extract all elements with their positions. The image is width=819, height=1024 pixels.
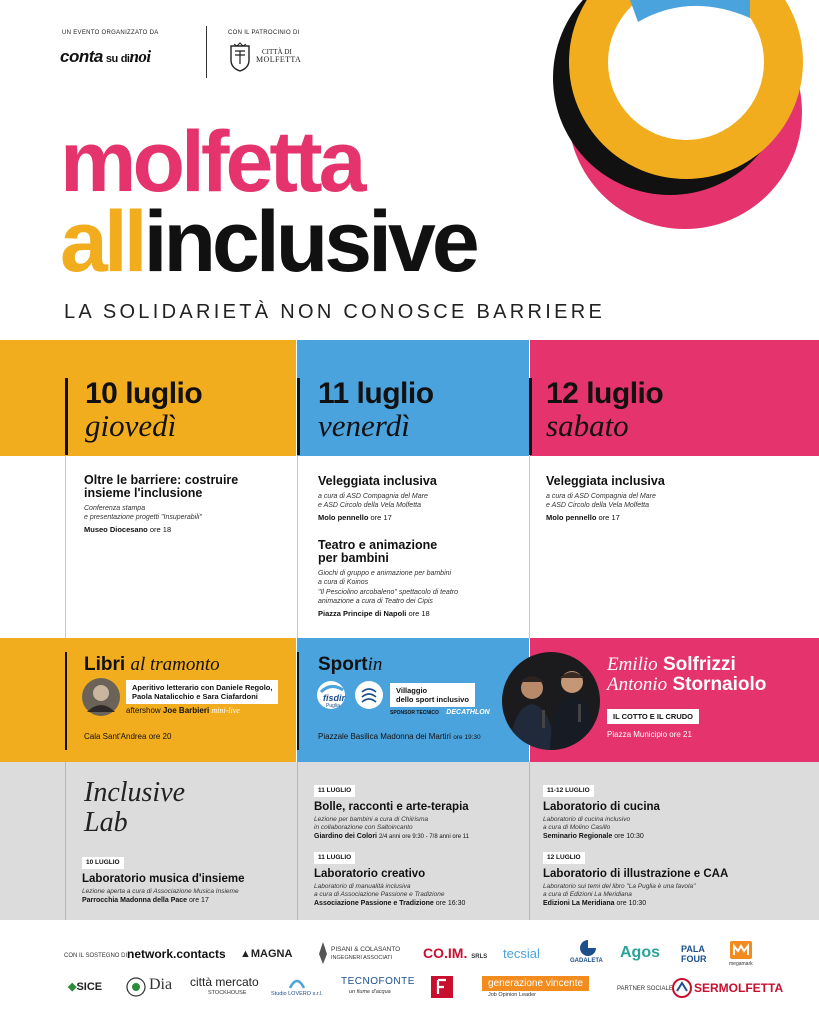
event-title-1: Teatro e animazione <box>318 538 438 552</box>
lab-desc-1: Laboratorio di manualità inclusiva <box>314 883 411 890</box>
coim-name: CO.IM. <box>423 945 468 961</box>
sponsor-coim <box>423 945 487 961</box>
event-title-2: per bambini <box>318 551 389 565</box>
sponsor-pisani-colasanto <box>331 946 400 962</box>
sponsors-label: CON IL SOSTEGNO DI <box>64 953 128 959</box>
lab-event-illustrazione <box>543 846 803 908</box>
paralympic-logo-icon <box>354 680 384 710</box>
sport-title-a: Sport <box>318 654 368 675</box>
event-desc-1: Giochi di gruppo e animazione per bambini <box>318 570 452 577</box>
lab-desc-1: Lezione per bambini a cura di Chiirisma <box>314 816 429 823</box>
lab-place: Giardino dei Colori <box>314 833 378 840</box>
featured-bar-2 <box>297 652 299 750</box>
magna-icon: ▲ <box>240 948 251 960</box>
lab-title <box>84 778 185 838</box>
event-location <box>318 609 523 618</box>
partner-label: PARTNER SOCIALE <box>617 986 673 992</box>
event-time: ore 17 <box>598 513 620 522</box>
event-title: Veleggiata inclusiva <box>546 474 665 488</box>
event-desc-2: e presentazione progetti "Insuperabili" <box>84 513 202 521</box>
lab-event-musica <box>82 851 292 905</box>
title-inclusive: inclusive <box>143 194 476 290</box>
sport-box-line2: dello sport inclusivo <box>396 695 469 704</box>
event-desc-2: e ASD Circolo della Vela Molfetta <box>318 501 421 509</box>
event-location <box>546 513 746 522</box>
event-desc-1: Conferenza stampa <box>84 505 146 512</box>
event-time: ore 18 <box>149 525 172 534</box>
libri-place: Cala Sant'Andrea <box>84 732 147 741</box>
pisani-name: PISANI & COLASANTO <box>331 946 401 953</box>
tecnofonte-name: TECNOFONTE <box>341 976 415 987</box>
sice-icon: ◆ <box>68 981 77 993</box>
sponsor-label: SPONSOR TECNICO <box>390 710 439 716</box>
day-date-2: 11 luglio <box>318 377 434 410</box>
event-desc-1: a cura di ASD Compagnia del Mare <box>546 493 656 500</box>
column-divider-3 <box>529 456 530 638</box>
ring-blue-accent <box>630 0 750 60</box>
day-bar-1 <box>65 378 68 455</box>
event-title: Oltre le barriere: costruire insieme l'inclusione <box>84 473 239 500</box>
show-location <box>607 730 692 739</box>
sponsor-generazione-vincente <box>482 976 589 998</box>
lab-divider-2 <box>297 762 298 920</box>
column-divider-2 <box>297 456 298 638</box>
lab-desc-2: a cura di Associazione Passione e Tradizione <box>314 891 445 898</box>
organizer-logo-conta: conta <box>60 47 103 66</box>
event-oltre-le-barriere <box>84 474 284 534</box>
organizer-logo-di: di <box>120 53 130 65</box>
libri-time: ore 20 <box>148 732 172 741</box>
sice-text: SICE <box>76 981 103 993</box>
sponsor-sice <box>68 980 102 993</box>
sponsor-magna <box>240 948 292 960</box>
lab-place: Associazione Passione e Tradizione <box>314 900 434 907</box>
sponsor-tecsial: tecsial <box>503 946 540 961</box>
city-line2: MOLFETTA <box>256 55 302 64</box>
lab-time: ore 10:30 <box>616 900 647 907</box>
lab-title: Laboratorio musica d'insieme <box>82 873 245 885</box>
sponsor-pala-four: PALA FOUR <box>681 944 707 964</box>
gadaleta-logo-icon <box>578 940 598 956</box>
event-desc-1: a cura di ASD Compagnia del Mare <box>318 493 428 500</box>
lab-desc-1: Laboratorio sui temi del libro "La Puglia è una favola" <box>543 883 696 890</box>
lab-desc-1: Lezione aperta a cura di Associazione Musica Insieme <box>82 888 239 895</box>
event-time: ore 18 <box>408 609 430 618</box>
lab-tag: 11 LUGLIO <box>314 852 355 864</box>
day-weekday-1: giovedì <box>85 408 177 443</box>
lab-tag: 11-12 LUGLIO <box>543 785 594 797</box>
featured-bar-1 <box>65 652 67 750</box>
sponsor-network-contacts: network.contacts <box>127 947 226 961</box>
event-veleggiata-12 <box>546 475 746 522</box>
city-line1: CITTÀ DI <box>262 48 292 56</box>
genvincente-name: generazione vincente <box>482 976 589 991</box>
organized-by-label: UN EVENTO ORGANIZZATO DA <box>62 30 159 36</box>
lab-event-bolle <box>314 779 524 842</box>
sport-box <box>390 683 475 707</box>
patronage-label: CON IL PATROCINIO DI <box>228 30 300 36</box>
lab-location <box>543 899 803 908</box>
event-time: ore 17 <box>370 513 392 522</box>
lab-tag: 11 LUGLIO <box>314 785 355 797</box>
lab-location <box>82 896 292 905</box>
lab-place: Parrocchia Madonna della Pace <box>82 897 188 904</box>
organizer-logo <box>60 47 151 67</box>
column-divider-1 <box>65 456 66 638</box>
event-desc-3: "Il Pesciolino arcobaleno" spettacolo di teatro <box>318 589 458 596</box>
megamark-logo-icon <box>730 941 752 959</box>
sport-place: Piazzale Basilica Madonna dei Martiri <box>318 732 451 741</box>
event-place: Molo pennello <box>318 513 369 522</box>
red-logo-icon <box>431 976 453 998</box>
libri-box <box>126 680 278 704</box>
lab-location <box>314 899 524 908</box>
event-place: Piazza Principe di Napoli <box>318 609 407 618</box>
sermolfetta-icon <box>672 978 692 998</box>
event-title: Veleggiata inclusiva <box>318 474 437 488</box>
event-desc-2: a cura di Koinos <box>318 578 369 586</box>
lab-event-cucina <box>543 779 793 841</box>
event-desc-4: animazione a cura di Teatro dei Cipis <box>318 597 433 605</box>
event-location <box>84 525 284 534</box>
organizer-logo-su: su <box>105 53 118 65</box>
libri-title-a: Libri <box>84 654 126 675</box>
actor-1-first: Emilio <box>607 654 658 675</box>
actor-2 <box>607 675 766 695</box>
actor-1-last: Solfrizzi <box>662 654 736 675</box>
aftershow-label: aftershow <box>126 706 161 715</box>
lab-divider-1 <box>65 762 66 920</box>
actor-2-first: Antonio <box>607 674 668 695</box>
fisdir-sub: Puglia <box>326 703 340 709</box>
sport-title <box>318 655 382 675</box>
sport-time: ore 19:30 <box>453 734 481 741</box>
header-divider <box>206 26 207 78</box>
lab-tag: 12 LUGLIO <box>543 852 585 864</box>
show-place: Piazza Municipio <box>607 730 668 739</box>
lab-place: Edizioni La Meridiana <box>543 900 615 907</box>
title-allinclusive <box>60 194 476 290</box>
lab-location <box>543 832 793 841</box>
event-teatro <box>318 539 523 618</box>
lab-time: ore 16:30 <box>435 900 466 907</box>
day-weekday-2: venerdì <box>318 408 410 443</box>
lab-time: ore 17 <box>189 897 209 904</box>
sponsor-agos: Agos <box>620 944 660 961</box>
lab-location <box>314 832 524 842</box>
dia-emblem-icon <box>126 977 146 997</box>
event-location <box>318 513 518 522</box>
sport-location <box>318 732 481 741</box>
sport-box-line1: Villaggio <box>396 686 428 695</box>
lab-place: Seminario Regionale <box>543 833 613 840</box>
libri-location <box>84 732 171 741</box>
city-crest-icon <box>228 42 252 72</box>
aftershow-tag: mini-live <box>211 706 240 715</box>
lab-title-1: Inclusive <box>84 777 186 808</box>
event-desc-2: e ASD Circolo della Vela Molfetta <box>546 501 649 509</box>
event-veleggiata-11 <box>318 475 518 522</box>
coim-srls: SRLS <box>471 954 488 960</box>
organizer-logo-noi: noi <box>129 47 151 66</box>
cittamercato-sub: STOCKHOUSE <box>208 990 247 996</box>
lab-desc-2: a cura di Edizioni La Meridiana <box>543 891 632 898</box>
sponsor-tecnofonte <box>341 977 415 997</box>
sponsor-dia: Dia <box>149 976 173 993</box>
lab-event-creativo <box>314 846 524 908</box>
lab-title-2: Lab <box>84 807 128 838</box>
pisani-logo-icon <box>318 942 328 964</box>
sponsor-sermolfetta: SERMOLFETTA <box>694 981 784 995</box>
libri-title-b: al tramonto <box>130 654 220 675</box>
lab-title: Bolle, racconti e arte-terapia <box>314 801 469 813</box>
lab-tag: 10 LUGLIO <box>82 857 124 869</box>
sport-title-b: in <box>367 654 383 675</box>
actors-photo <box>502 652 600 750</box>
libri-box-line1: Aperitivo letterario con Daniele Regolo, <box>132 683 273 692</box>
sponsor-studio-lovero: Studio LOVERO s.r.l. <box>271 991 323 997</box>
event-place: Museo Diocesano <box>84 525 148 534</box>
tagline: LA SOLIDARIETÀ NON CONOSCE BARRIERE <box>64 301 606 323</box>
sponsor-megamark: megamark <box>729 961 753 967</box>
pisani-sub: INGEGNERI ASSOCIATI <box>331 955 393 961</box>
day-weekday-3: sabato <box>546 408 629 443</box>
fisdir-label: fisdir <box>323 693 346 703</box>
actor-2-last: Stornaiolo <box>672 674 767 695</box>
title-all: all <box>60 194 144 290</box>
sponsor-gadaleta: GADALETA <box>570 958 603 964</box>
day-date-1: 10 luglio <box>85 377 203 410</box>
cittamercato-name: città mercato <box>190 975 259 989</box>
lab-desc-1: Laboratorio di cucina inclusivo <box>543 816 631 823</box>
genvincente-sub: Job Opinion Leader <box>488 992 537 998</box>
lab-time: ore 10:30 <box>614 833 644 840</box>
lab-title: Laboratorio di cucina <box>543 801 660 813</box>
studio-lovero-icon <box>288 974 306 990</box>
lab-title: Laboratorio di illustrazione e CAA <box>543 868 729 880</box>
decathlon-logo: DECATHLON <box>446 709 490 716</box>
sponsor-citta-mercato <box>190 977 259 999</box>
tecnofonte-sub: un fiume d'acqua <box>349 989 391 995</box>
lab-divider-3 <box>529 762 530 920</box>
author-photo <box>82 678 120 716</box>
title-molfetta: molfetta <box>60 114 363 210</box>
lab-title: Laboratorio creativo <box>314 868 426 880</box>
show-box: IL COTTO E IL CRUDO <box>607 709 699 724</box>
day-bar-2 <box>297 378 300 455</box>
libri-title <box>84 655 220 675</box>
city-name <box>256 48 301 64</box>
day-bar-3 <box>529 378 532 455</box>
lab-time: 2/4 anni ore 9:30 - 7/8 anni ore 11 <box>378 834 469 840</box>
lab-desc-2: in collaborazione con Saltoincanto <box>314 824 413 831</box>
actor-1 <box>607 655 766 675</box>
aftershow-name: Joe Barbieri <box>162 706 210 715</box>
lab-desc-2: a cura di Molino Casillo <box>543 824 611 831</box>
magna-text: MAGNA <box>250 948 293 960</box>
libri-box-line2: Paola Natalicchio e Sara Ciafardoni <box>132 692 258 701</box>
sport-sponsor <box>390 709 490 716</box>
day-date-3: 12 luglio <box>546 377 664 410</box>
event-place: Molo pennello <box>546 513 597 522</box>
show-time: ore 21 <box>669 730 692 739</box>
libri-aftershow <box>126 706 240 715</box>
show-names <box>607 655 766 695</box>
